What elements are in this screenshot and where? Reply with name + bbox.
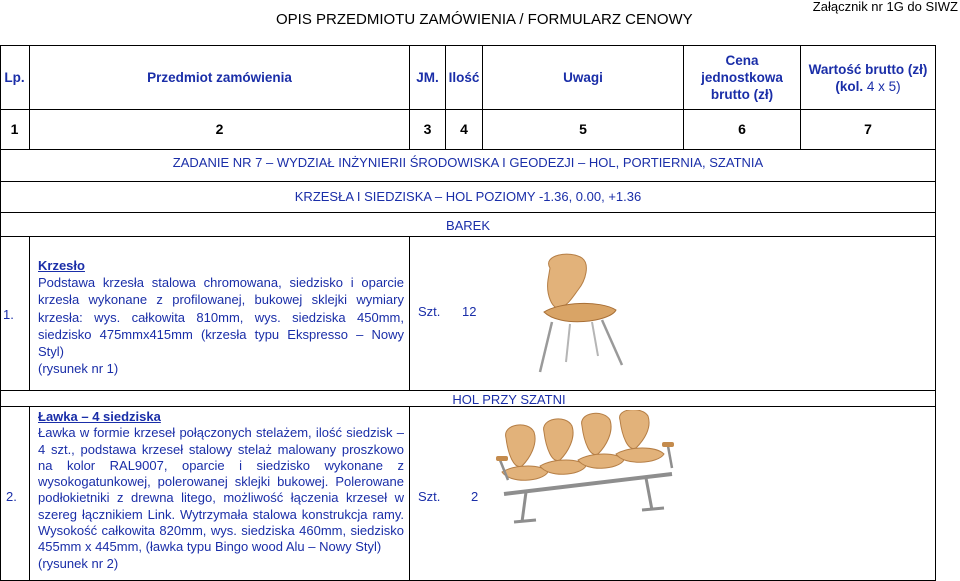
document-title: OPIS PRZEDMIOTU ZAMÓWIENIA / FORMULARZ CENOWY bbox=[276, 11, 693, 28]
row-2-figure-ref: (rysunek nr 2) bbox=[38, 555, 119, 571]
col-header-qty: Ilość bbox=[448, 70, 480, 85]
col-number-3: 3 bbox=[423, 121, 432, 137]
row-2-unit: Szt. bbox=[418, 489, 441, 504]
col-header-item: Przedmiot zamówienia bbox=[147, 70, 292, 85]
task-heading: ZADANIE NR 7 – WYDZIAŁ INŻYNIERII ŚRODOWISKA I GEODEZJI – HOL, PORTIERNIA, SZATNIA bbox=[172, 155, 764, 170]
area-heading-hol-przy-szatni: HOL PRZY SZATNI bbox=[452, 392, 566, 407]
bench-image bbox=[496, 410, 686, 530]
col-header-unit: JM. bbox=[416, 70, 439, 85]
row-2-qty: 2 bbox=[471, 489, 479, 504]
row-2-description: Ławka w formie krzeseł połączonych stelażem, ilość siedzisk – 4 szt., podstawa krzeseł stalowy stelaż malowany proszkowo na kolor RAL9007, oparcie i siedzisko wykonane z wysokogatunkowej, polerowanej sklejki bukowej. Polerowane podłokietniki z drewna litego, możliwość łączenia krzeseł w szereg łącznikiem Link. Wytrzymała stalowa konstrukcja ramy. Wysokość całkowita 820mm, wys. siedziska 460mm, siedzisko 455mm x 445mm, (ławka typu Bingo wood Alu – Nowy Styl) bbox=[38, 425, 404, 555]
col-number-1: 1 bbox=[10, 121, 19, 137]
row-1-lp: 1. bbox=[3, 307, 14, 322]
row-1-unit: Szt. bbox=[418, 304, 441, 319]
col-header-notes: Uwagi bbox=[563, 70, 603, 85]
col-number-4: 4 bbox=[460, 121, 468, 137]
row-2-description-block bbox=[38, 409, 404, 572]
col-header-value bbox=[801, 46, 935, 109]
row-1-figure-ref: (rysunek nr 1) bbox=[38, 361, 119, 377]
col-header-lp: Lp. bbox=[4, 70, 25, 85]
chair-image bbox=[530, 250, 630, 375]
col-number-6: 6 bbox=[738, 121, 746, 137]
row-1-description-block bbox=[38, 257, 404, 377]
col-number-2: 2 bbox=[215, 121, 224, 137]
col-header-unit-price: Cena jednostkowa brutto (zł) bbox=[701, 53, 783, 102]
row-2-lp: 2. bbox=[6, 489, 17, 504]
col-header-value-line2: (kol. 4 x 5) bbox=[835, 78, 901, 94]
col-header-value-line1: Wartość brutto (zł) bbox=[808, 61, 928, 77]
row-1-name: Krzesło bbox=[38, 258, 85, 273]
subsection-heading: KRZESŁA I SIEDZISKA – HOL POZIOMY -1.36, 0.00, +1.36 bbox=[294, 189, 642, 204]
area-heading-barek: BAREK bbox=[445, 218, 491, 233]
row-1-description: Podstawa krzesła stalowa chromowana, siedzisko i oparcie krzesła wykonane z profilowanej, bukowej sklejki wymiary krzesła: wys. całkowita 810mm, wys. siedziska 450mm, siedzisko 475mmx415mm (krzesła typu Ekspresso – Nowy Styl) bbox=[38, 275, 404, 360]
col-number-7: 7 bbox=[864, 121, 872, 137]
row-1-qty: 12 bbox=[462, 304, 477, 319]
row-2-name: Ławka – 4 siedziska bbox=[38, 409, 161, 424]
annex-label: Załącznik nr 1G do SIWZ bbox=[812, 0, 958, 14]
col-number-5: 5 bbox=[579, 121, 587, 137]
